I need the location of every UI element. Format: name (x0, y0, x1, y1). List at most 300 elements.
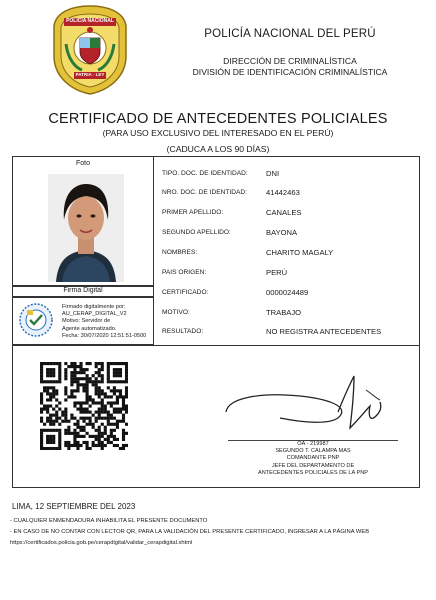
qr-module (58, 377, 61, 380)
qr-module (70, 374, 73, 377)
field-value-names: CHARITO MAGALY (266, 248, 334, 257)
qr-module (110, 380, 113, 383)
qr-module (49, 423, 52, 426)
qr-module (104, 408, 107, 411)
qr-module (70, 377, 73, 380)
qr-module (79, 362, 82, 365)
qr-module (119, 420, 122, 423)
qr-module (64, 408, 67, 411)
directorate-name: DIRECCIÓN DE CRIMINALÍSTICA (223, 56, 357, 66)
qr-module (79, 411, 82, 414)
qr-module (70, 380, 73, 383)
qr-module (98, 417, 101, 420)
qr-module (40, 401, 43, 404)
qr-module (92, 374, 95, 377)
qr-module (58, 444, 61, 447)
qr-module (49, 368, 52, 371)
qr-module (122, 432, 125, 435)
qr-module (43, 429, 46, 432)
qr-module (116, 423, 119, 426)
qr-module (40, 432, 43, 435)
qr-module (64, 377, 67, 380)
qr-module (125, 374, 128, 377)
qr-module (116, 368, 119, 371)
qr-module (113, 444, 116, 447)
qr-module (46, 408, 49, 411)
qr-module (125, 365, 128, 368)
qr-module (49, 398, 52, 401)
qr-module (55, 389, 58, 392)
qr-module (40, 417, 43, 420)
qr-module (76, 365, 79, 368)
qr-module (40, 444, 43, 447)
qr-module (119, 447, 122, 450)
qr-module (119, 395, 122, 398)
qr-module (49, 404, 52, 407)
qr-module (101, 411, 104, 414)
qr-module (82, 377, 85, 380)
qr-module (46, 411, 49, 414)
qr-module (40, 441, 43, 444)
qr-module (104, 417, 107, 420)
field-label-second-surname: SEGUNDO APELLIDO: (162, 229, 231, 236)
qr-module (70, 371, 73, 374)
qr-module (98, 438, 101, 441)
qr-module (70, 395, 73, 398)
qr-module (98, 395, 101, 398)
qr-module (49, 441, 52, 444)
qr-module (110, 432, 113, 435)
qr-module (101, 444, 104, 447)
qr-module (101, 389, 104, 392)
qr-module (49, 438, 52, 441)
institution-name: POLICÍA NACIONAL DEL PERÚ (204, 28, 376, 40)
qr-module (76, 386, 79, 389)
qr-module (70, 444, 73, 447)
qr-module (40, 429, 43, 432)
qr-module (89, 420, 92, 423)
qr-module (46, 398, 49, 401)
qr-module (73, 377, 76, 380)
qr-module (70, 432, 73, 435)
qr-module (49, 386, 52, 389)
qr-module (46, 404, 49, 407)
qr-module (52, 380, 55, 383)
qr-module (76, 426, 79, 429)
qr-module (101, 398, 104, 401)
qr-module (52, 435, 55, 438)
qr-module (82, 383, 85, 386)
qr-module (101, 417, 104, 420)
qr-module (73, 362, 76, 365)
seal-text-top: POLICÍA NACIONAL (66, 18, 114, 24)
qr-module (40, 392, 43, 395)
qr-module (89, 417, 92, 420)
qr-module (46, 392, 49, 395)
qr-module (104, 392, 107, 395)
qr-module (116, 438, 119, 441)
qr-module (67, 420, 70, 423)
qr-module (73, 423, 76, 426)
qr-module (49, 362, 52, 365)
qr-module (58, 417, 61, 420)
qr-module (89, 377, 92, 380)
qr-module (113, 389, 116, 392)
qr-module (101, 365, 104, 368)
qr-module (64, 420, 67, 423)
qr-module (86, 417, 89, 420)
qr-module (70, 383, 73, 386)
qr-module (40, 362, 43, 365)
qr-module (104, 444, 107, 447)
qr-module (98, 368, 101, 371)
qr-module (64, 398, 67, 401)
qr-module (98, 386, 101, 389)
qr-module (86, 401, 89, 404)
qr-module (86, 444, 89, 447)
qr-module (76, 441, 79, 444)
section-divider (12, 345, 420, 346)
qr-module (55, 411, 58, 414)
qr-module (113, 435, 116, 438)
qr-module (67, 441, 70, 444)
qr-module (52, 389, 55, 392)
signature-line: Motivo: Servidor de (62, 318, 111, 325)
qr-module (43, 447, 46, 450)
qr-module (107, 401, 110, 404)
qr-module (76, 383, 79, 386)
qr-module (122, 408, 125, 411)
qr-module (82, 441, 85, 444)
qr-module (95, 401, 98, 404)
qr-module (101, 435, 104, 438)
qr-module (79, 426, 82, 429)
qr-module (98, 374, 101, 377)
qr-module (113, 368, 116, 371)
qr-module (113, 429, 116, 432)
qr-module (104, 404, 107, 407)
qr-module (122, 362, 125, 365)
qr-module (79, 429, 82, 432)
qr-module (49, 395, 52, 398)
qr-module (125, 362, 128, 365)
qr-module (58, 423, 61, 426)
qr-module (58, 368, 61, 371)
qr-module (104, 411, 107, 414)
qr-module (76, 423, 79, 426)
qr-module (40, 380, 43, 383)
qr-module (40, 398, 43, 401)
qr-module (110, 429, 113, 432)
validation-url[interactable]: https://certificados.policia.gob.pe/cerapdigital/validar_cerapdigital.xhtml (10, 540, 193, 546)
qr-module (107, 414, 110, 417)
qr-module (98, 426, 101, 429)
qr-module (67, 365, 70, 368)
qr-module (95, 389, 98, 392)
qr-module (76, 408, 79, 411)
qr-module (52, 392, 55, 395)
qr-module (89, 398, 92, 401)
qr-module (82, 389, 85, 392)
qr-module (79, 368, 82, 371)
qr-module (125, 389, 128, 392)
qr-module (125, 444, 128, 447)
qr-module (76, 401, 79, 404)
qr-module (110, 441, 113, 444)
qr-module (61, 420, 64, 423)
qr-module (125, 432, 128, 435)
qr-module (52, 420, 55, 423)
qr-module (116, 401, 119, 404)
field-value-second-surname: BAYONA (266, 228, 298, 237)
qr-module (98, 389, 101, 392)
qr-module (43, 404, 46, 407)
qr-module (52, 414, 55, 417)
qr-module (113, 371, 116, 374)
qr-module (46, 417, 49, 420)
qr-module (52, 429, 55, 432)
qr-module (86, 392, 89, 395)
qr-module (49, 420, 52, 423)
qr-module (101, 432, 104, 435)
qr-module (64, 374, 67, 377)
qr-module (122, 429, 125, 432)
qr-module (110, 389, 113, 392)
qr-module (52, 423, 55, 426)
qr-module (40, 371, 43, 374)
qr-module (125, 371, 128, 374)
qr-module (119, 389, 122, 392)
qr-module (46, 386, 49, 389)
qr-module (98, 408, 101, 411)
qr-module (92, 423, 95, 426)
qr-module (46, 368, 49, 371)
qr-module (52, 395, 55, 398)
qr-module (70, 362, 73, 365)
signatory-block (228, 441, 398, 477)
qr-module (49, 447, 52, 450)
qr-module (40, 420, 43, 423)
qr-module (122, 398, 125, 401)
qr-module (125, 395, 128, 398)
qr-module (110, 423, 113, 426)
qr-module (98, 414, 101, 417)
signature-line: Agente automatizado. (62, 325, 117, 332)
qr-module (86, 389, 89, 392)
qr-module (89, 380, 92, 383)
qr-module (113, 408, 116, 411)
qr-module (40, 365, 43, 368)
qr-module (82, 411, 85, 414)
qr-module (67, 395, 70, 398)
qr-module (104, 432, 107, 435)
qr-module (76, 420, 79, 423)
qr-module (125, 404, 128, 407)
qr-module (113, 380, 116, 383)
qr-module (43, 389, 46, 392)
qr-module (64, 441, 67, 444)
qr-module (122, 447, 125, 450)
qr-module (73, 435, 76, 438)
qr-module (113, 386, 116, 389)
qr-module (64, 417, 67, 420)
qr-module (116, 444, 119, 447)
qr-module (119, 362, 122, 365)
qr-module (52, 374, 55, 377)
qr-module (89, 404, 92, 407)
qr-module (110, 395, 113, 398)
qr-module (113, 392, 116, 395)
qr-module (125, 377, 128, 380)
qr-module (46, 362, 49, 365)
qr-module (82, 429, 85, 432)
qr-module (107, 380, 110, 383)
qr-module (64, 414, 67, 417)
qr-module (70, 389, 73, 392)
qr-module (86, 380, 89, 383)
qr-module (116, 398, 119, 401)
qr-module (110, 362, 113, 365)
qr-module (55, 362, 58, 365)
signatory-rank: COMANDANTE PNP (286, 455, 340, 462)
qr-module (52, 362, 55, 365)
qr-module (98, 429, 101, 432)
qr-module (107, 377, 110, 380)
qr-module (119, 371, 122, 374)
qr-module (55, 414, 58, 417)
field-label-reason: MOTIVO: (162, 309, 190, 316)
qr-module (125, 411, 128, 414)
signatory-code: OA - 219987 (297, 441, 329, 447)
field-value-doc-type: DNI (266, 169, 280, 178)
qr-module (107, 371, 110, 374)
qr-module (55, 447, 58, 450)
qr-module (58, 438, 61, 441)
qr-module (107, 441, 110, 444)
field-label-first-surname: PRIMER APELLIDO: (162, 209, 224, 216)
qr-module (95, 386, 98, 389)
qr-module (113, 423, 116, 426)
qr-module (95, 420, 98, 423)
qr-module (79, 417, 82, 420)
qr-module (101, 380, 104, 383)
qr-module (46, 429, 49, 432)
qr-module (110, 435, 113, 438)
qr-module (64, 386, 67, 389)
qr-module (52, 371, 55, 374)
qr-module (82, 408, 85, 411)
qr-module (70, 417, 73, 420)
qr-module (73, 432, 76, 435)
qr-module (119, 408, 122, 411)
qr-module (67, 429, 70, 432)
qr-module (89, 395, 92, 398)
qr-module (119, 374, 122, 377)
qr-module (49, 435, 52, 438)
digital-signature-seal (18, 302, 54, 338)
field-value-doc-number: 41442463 (266, 188, 300, 197)
qr-module (101, 374, 104, 377)
qr-module (92, 380, 95, 383)
qr-module (64, 368, 67, 371)
qr-module (104, 429, 107, 432)
qr-module (125, 423, 128, 426)
qr-module (125, 380, 128, 383)
qr-module (116, 374, 119, 377)
qr-module (122, 380, 125, 383)
qr-module (49, 380, 52, 383)
qr-module (79, 383, 82, 386)
qr-module (110, 417, 113, 420)
qr-module (104, 395, 107, 398)
qr-module (43, 386, 46, 389)
qr-module (95, 444, 98, 447)
qr-module (98, 441, 101, 444)
qr-module (107, 374, 110, 377)
qr-module (73, 429, 76, 432)
signature-stroke-icon (220, 372, 400, 442)
qr-module (107, 435, 110, 438)
qr-module (55, 404, 58, 407)
certificate-title: CERTIFICADO DE ANTECEDENTES POLICIALES (48, 111, 388, 127)
qr-module (58, 371, 61, 374)
qr-module (113, 374, 116, 377)
qr-module (58, 401, 61, 404)
qr-module (43, 362, 46, 365)
qr-module (122, 414, 125, 417)
portrait-icon (48, 174, 124, 282)
qr-module (52, 408, 55, 411)
qr-module (82, 426, 85, 429)
qr-module (73, 389, 76, 392)
field-label-doc-type: TIPO. DOC. DE IDENTIDAD: (162, 170, 248, 177)
qr-module (52, 438, 55, 441)
qr-module (61, 414, 64, 417)
qr-module (101, 423, 104, 426)
qr-module (55, 398, 58, 401)
qr-module (40, 438, 43, 441)
qr-module (82, 435, 85, 438)
qr-module (58, 447, 61, 450)
qr-module (79, 408, 82, 411)
seal-text-bottom: PATRIA · LEY (75, 72, 105, 77)
police-seal (50, 4, 130, 96)
qr-module (64, 444, 67, 447)
qr-module (79, 444, 82, 447)
qr-module (40, 447, 43, 450)
qr-module (79, 371, 82, 374)
qr-module (89, 447, 92, 450)
qr-module (98, 401, 101, 404)
qr-module (49, 417, 52, 420)
qr-module (98, 444, 101, 447)
qr-module (119, 380, 122, 383)
qr-module (86, 398, 89, 401)
qr-module (110, 404, 113, 407)
qr-module (89, 362, 92, 365)
qr-module (52, 441, 55, 444)
qr-module (92, 398, 95, 401)
qr-module (107, 368, 110, 371)
qr-module (86, 386, 89, 389)
qr-module (107, 420, 110, 423)
field-label-names: NOMBRES: (162, 249, 198, 256)
qr-module (122, 420, 125, 423)
qr-module (76, 389, 79, 392)
qr-module (58, 365, 61, 368)
digital-signature-details (62, 304, 152, 340)
footer-note-qr: - EN CASO DE NO CONTAR CON LECTOR QR, PARA LA VALIDACIÓN DEL PRESENTE CERTIFICADO, INGRESAR A LA PÁGINA WEB (10, 529, 370, 535)
